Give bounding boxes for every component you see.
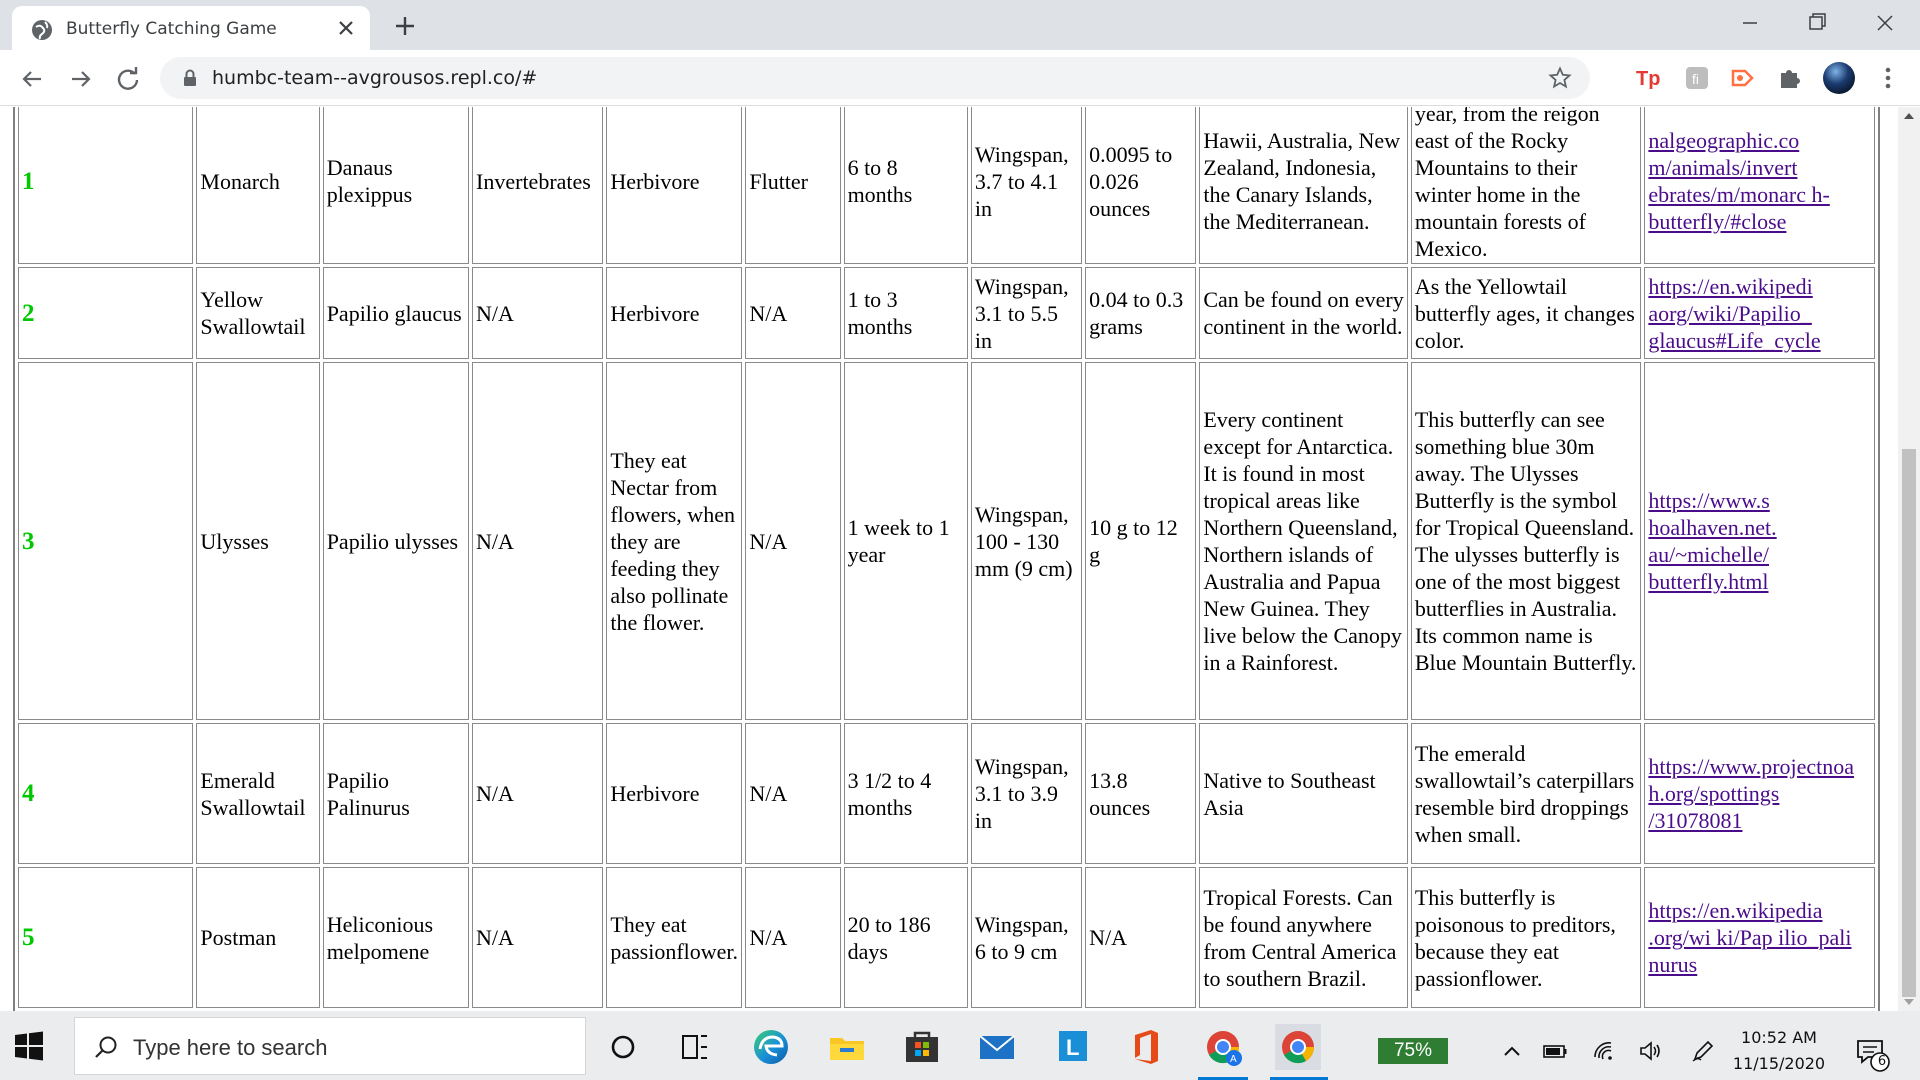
url-text[interactable]: humbc-team--avgrousos.repl.co/# <box>212 67 538 89</box>
fact-cell: This butterfly is poisonous to preditors, because they eat passionflower. <box>1411 867 1642 1008</box>
globe-icon <box>31 19 53 41</box>
restore-icon[interactable] <box>1796 8 1836 38</box>
butterfly-table <box>13 107 1880 1011</box>
tab-title: Butterfly Catching Game <box>66 19 277 39</box>
puzzle-icon[interactable] <box>1775 63 1805 93</box>
scientific-name-cell: Papilio glaucus <box>323 267 469 359</box>
extension-grey-icon[interactable] <box>1682 63 1712 93</box>
location-cell: Can be found on every continent in the world. <box>1199 267 1407 359</box>
cast-extension-icon[interactable] <box>1728 63 1758 93</box>
tp-extension-icon[interactable] <box>1634 63 1664 93</box>
size-cell: Wingspan, 3.1 to 3.9 in <box>971 723 1082 864</box>
browser-tab[interactable] <box>12 6 370 50</box>
system-clock[interactable] <box>1724 1025 1834 1077</box>
common-name-cell: Ulysses <box>196 362 319 720</box>
movement-cell: N/A <box>745 267 840 359</box>
table-row <box>18 267 1875 359</box>
size-cell: Wingspan, 6 to 9 cm <box>971 867 1082 1008</box>
address-bar[interactable] <box>160 57 1590 99</box>
scientific-name-cell: Danaus plexippus <box>323 107 469 264</box>
weight-cell: 13.8 ounces <box>1085 723 1196 864</box>
common-name-cell: Emerald Swallowtail <box>196 723 319 864</box>
weight-cell: 10 g to 12 g <box>1085 362 1196 720</box>
taskbar-search-box[interactable] <box>74 1017 586 1075</box>
svg-text:fi: fi <box>1692 71 1699 87</box>
group-cell: N/A <box>472 362 603 720</box>
windows-taskbar <box>0 1011 1920 1080</box>
movement-cell: N/A <box>745 867 840 1008</box>
launcher-l-icon[interactable] <box>1048 1022 1098 1072</box>
diet-cell: Herbivore <box>606 107 742 264</box>
source-cell <box>1644 723 1875 864</box>
browser-toolbar <box>0 50 1920 106</box>
row-number: 2 <box>18 267 193 359</box>
row-number: 4 <box>18 723 193 864</box>
vertical-scrollbar[interactable] <box>1898 107 1920 1011</box>
size-cell: Wingspan, 3.1 to 5.5 in <box>971 267 1082 359</box>
table-row <box>18 723 1875 864</box>
weight-cell: 0.0095 to 0.026 ounces <box>1085 107 1196 264</box>
tab-strip <box>0 0 1920 50</box>
reload-icon[interactable] <box>113 64 143 94</box>
lifespan-cell: 20 to 186 days <box>844 867 968 1008</box>
minimize-icon[interactable] <box>1730 8 1770 38</box>
diet-cell: They eat passionflower. <box>606 867 742 1008</box>
group-cell: N/A <box>472 867 603 1008</box>
close-icon[interactable] <box>334 16 358 40</box>
clock-time: 10:52 AM <box>1741 1028 1817 1047</box>
common-name-cell: Postman <box>196 867 319 1008</box>
edge-icon[interactable] <box>746 1022 796 1072</box>
svg-text:L: L <box>1066 1035 1080 1060</box>
source-link[interactable]: https://www.projectnoa h.org/spottings /31078081 <box>1648 754 1855 833</box>
lock-icon[interactable] <box>182 69 198 87</box>
size-cell: Wingspan, 3.7 to 4.1 in <box>971 107 1082 264</box>
row-number: 5 <box>18 867 193 1008</box>
movement-cell: N/A <box>745 362 840 720</box>
source-link[interactable]: https://en.wikipedia .org/wi ki/Pap ilio_pali nurus <box>1648 898 1852 977</box>
movement-cell: N/A <box>745 723 840 864</box>
location-cell: Every continent except for Antarctica. It is found in most tropical areas like Northern Queensland, Northern islands of Australia and Papua New Guinea. They live below the Canopy in a Rainforest. <box>1199 362 1407 720</box>
svg-text:Tp: Tp <box>1636 68 1661 90</box>
location-cell: Hawii, Australia, New Zealand, Indonesia, the Canary Islands, the Mediterranean. <box>1199 107 1407 264</box>
clock-date: 11/15/2020 <box>1732 1054 1826 1073</box>
lifespan-cell: 1 to 3 months <box>844 267 968 359</box>
size-cell: Wingspan, 100 - 130 mm (9 cm) <box>971 362 1082 720</box>
weight-cell: 0.04 to 0.3 grams <box>1085 267 1196 359</box>
lifespan-cell: 1 week to 1 year <box>844 362 968 720</box>
diet-cell: Herbivore <box>606 267 742 359</box>
source-cell <box>1644 267 1875 359</box>
source-link[interactable]: nalgeographic.co m/animals/invert ebrates/m/monarc h-butterfly/#close <box>1648 128 1830 234</box>
fact-cell: This butterfly can see something blue 30m away. The Ulysses Butterfly is the symbol for Tropical Queensland. The ulysses butterfly is one of the most biggest butterflies in Australia. Its common name is Blue Mountain Butterfly. <box>1411 362 1642 720</box>
source-cell <box>1644 362 1875 720</box>
scientific-name-cell: Heliconious melpomene <box>323 867 469 1008</box>
search-icon <box>93 1034 119 1060</box>
file-explorer-icon[interactable] <box>822 1022 872 1072</box>
wifi-icon[interactable] <box>1591 1037 1619 1065</box>
battery-icon[interactable] <box>1541 1037 1569 1065</box>
source-link[interactable]: https://en.wikipedi aorg/wiki/Papilio_ glaucus#Life_cycle <box>1648 273 1821 353</box>
table-row <box>18 362 1875 720</box>
avatar-icon[interactable] <box>1822 61 1856 95</box>
lifespan-cell: 6 to 8 months <box>844 107 968 264</box>
source-link[interactable]: https://www.s hoalhaven.net. au/~michelle/ butterfly.html <box>1648 488 1777 594</box>
svg-text:A: A <box>1230 1054 1237 1065</box>
scroll-down-icon[interactable] <box>1898 993 1920 1011</box>
fact-cell: As the Yellowtail butterfly ages, it changes color. <box>1411 267 1642 359</box>
diet-cell: Herbivore <box>606 723 742 864</box>
mail-icon[interactable] <box>972 1022 1022 1072</box>
chrome-icon[interactable] <box>1273 1022 1323 1072</box>
page-viewport <box>0 107 1898 1011</box>
table-row <box>18 107 1875 264</box>
source-cell <box>1644 867 1875 1008</box>
cortana-icon[interactable] <box>598 1022 648 1072</box>
row-number: 1 <box>18 107 193 264</box>
microsoft-store-icon[interactable] <box>897 1022 947 1072</box>
weight-cell: N/A <box>1085 867 1196 1008</box>
fact-cell: The emerald swallowtail’s caterpillars resemble bird droppings when small. <box>1411 723 1642 864</box>
scroll-up-icon[interactable] <box>1898 107 1920 125</box>
arrow-left-icon[interactable] <box>17 64 47 94</box>
pen-icon[interactable] <box>1689 1037 1717 1065</box>
chrome-profile-icon[interactable] <box>1198 1022 1248 1072</box>
windows-start-icon[interactable] <box>13 1030 45 1062</box>
row-number: 3 <box>18 362 193 720</box>
group-cell: N/A <box>472 267 603 359</box>
volume-icon[interactable] <box>1636 1037 1664 1065</box>
source-cell <box>1644 107 1875 264</box>
location-cell: Native to Southeast Asia <box>1199 723 1407 864</box>
arrow-right-icon[interactable] <box>66 64 96 94</box>
notification-count: 6 <box>1877 1054 1887 1069</box>
window-close-icon[interactable] <box>1865 8 1905 38</box>
search-placeholder: Type here to search <box>133 1035 328 1060</box>
group-cell: N/A <box>472 723 603 864</box>
scientific-name-cell: Papilio ulysses <box>323 362 469 720</box>
lifespan-cell: 3 1/2 to 4 months <box>844 723 968 864</box>
diet-cell: They eat Nectar from flowers, when they are feeding they also pollinate the flower. <box>606 362 742 720</box>
common-name-cell: Monarch <box>196 107 319 264</box>
chevron-up-icon[interactable] <box>1498 1037 1526 1065</box>
task-view-icon[interactable] <box>670 1022 720 1072</box>
office-icon[interactable] <box>1121 1022 1171 1072</box>
plus-icon[interactable] <box>390 11 420 41</box>
group-cell: Invertebrates <box>472 107 603 264</box>
scientific-name-cell: Papilio Palinurus <box>323 723 469 864</box>
common-name-cell: Yellow Swallowtail <box>196 267 319 359</box>
scrollbar-thumb[interactable] <box>1902 449 1916 997</box>
table-row <box>18 867 1875 1008</box>
movement-cell: Flutter <box>745 107 840 264</box>
location-cell: Tropical Forests. Can be found anywhere from Central America to southern Brazil. <box>1199 867 1407 1008</box>
fact-cell: year, from the reigon east of the Rocky Mountains to their winter home in the mountain forests of Mexico. <box>1411 107 1642 264</box>
star-icon[interactable] <box>1548 66 1572 90</box>
kebab-menu-icon[interactable] <box>1873 63 1903 93</box>
battery-percentage[interactable]: 75% <box>1378 1038 1448 1064</box>
